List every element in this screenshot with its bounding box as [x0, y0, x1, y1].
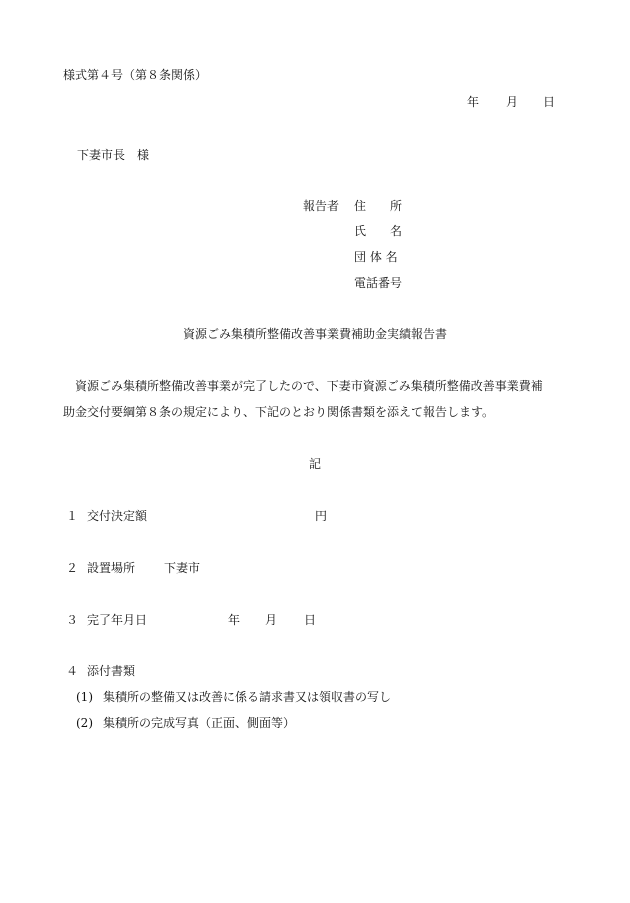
body-line-2: 助金交付要綱第８条の規定により、下記のとおり関係書類を添えて報告します。	[63, 405, 495, 419]
reporter-phone-label: 電話番号	[354, 276, 403, 290]
item-2-value: 下妻市	[164, 561, 201, 575]
item-4-sub-1-text: 集積所の整備又は改善に係る請求書又は領収書の写し	[103, 690, 392, 704]
item-2-number: ２	[66, 561, 79, 575]
item-3-day: 日	[304, 613, 317, 627]
date-day-label: 日	[543, 95, 556, 109]
item-2-label: 設置場所	[87, 561, 136, 575]
item-4-label: 添付書類	[87, 664, 136, 678]
reporter-label: 報告者	[303, 199, 340, 213]
item-1-label: 交付決定額	[87, 509, 148, 523]
item-3-month: 月	[265, 613, 278, 627]
reporter-name-label: 氏 名	[354, 224, 403, 238]
date-month-label: 月	[506, 95, 519, 109]
item-3-label: 完了年月日	[87, 613, 148, 627]
document-title: 資源ごみ集積所整備改善事業費補助金実績報告書	[182, 327, 447, 341]
form-number: 様式第４号（第８条関係）	[63, 68, 208, 82]
item-3-number: ３	[66, 613, 79, 627]
item-4-number: ４	[66, 664, 79, 678]
date-year-label: 年	[467, 95, 480, 109]
ki-heading: 記	[309, 457, 322, 471]
addressee: 下妻市長 様	[77, 148, 150, 162]
item-1-unit: 円	[315, 509, 328, 523]
item-4-sub-2-text: 集積所の完成写真（正面、側面等）	[103, 716, 296, 730]
item-1-number: １	[66, 509, 79, 523]
reporter-address-label: 住 所	[354, 199, 403, 213]
item-4-sub-1-number: (1)	[76, 690, 93, 704]
reporter-group-label: 団 体 名	[354, 250, 398, 264]
item-3-year: 年	[228, 613, 241, 627]
body-line-1: 資源ごみ集積所整備改善事業が完了したので、下妻市資源ごみ集積所整備改善事業費補	[75, 379, 543, 393]
item-4-sub-2-number: (2)	[76, 716, 93, 730]
